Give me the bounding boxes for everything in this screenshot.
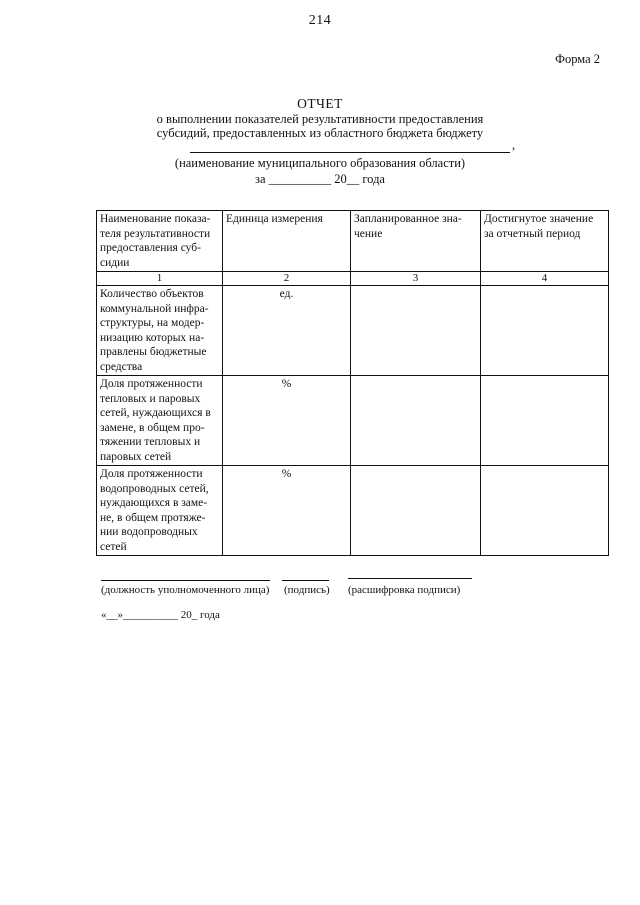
planned-value-cell xyxy=(351,376,481,466)
indicators-table xyxy=(96,210,609,556)
signature-date-line: «__»__________ 20_ года xyxy=(101,609,220,621)
blank-line-comma: , xyxy=(512,138,516,152)
column-number: 1 xyxy=(97,272,223,286)
indicator-unit: ед. xyxy=(223,286,351,376)
header-unit: Единица измерения xyxy=(223,211,351,272)
municipality-blank-line xyxy=(190,152,510,153)
header-indicator-name: Наименование показа-теля результативности предоставления суб-сидии xyxy=(97,211,223,272)
report-title: ОТЧЕТ xyxy=(297,96,343,111)
achieved-value-cell xyxy=(481,286,609,376)
indicator-unit: % xyxy=(223,376,351,466)
column-number-row xyxy=(97,272,609,286)
indicator-name: Доля протяженности тепловых и паровых сетей, нуждающихся в замене, в общем про-тяжении тепловых и паровых сетей xyxy=(97,376,223,466)
header-planned-value: Запланированное зна-чение xyxy=(351,211,481,272)
municipality-caption: (наименование муниципального образования области) xyxy=(174,156,466,170)
decoding-caption: (расшифровка подписи) xyxy=(348,584,461,596)
indicator-unit: % xyxy=(223,466,351,556)
indicator-name: Количество объектов коммунальной инфра-структуры, на модер-низацию которых на-правлены бюджетные средства xyxy=(97,286,223,376)
signature-caption: (подпись) xyxy=(284,584,330,596)
column-number: 3 xyxy=(351,272,481,286)
indicator-name: Доля протяженности водопроводных сетей, нуждающихся в заме-не, в общем протяже-нии водопроводных сетей xyxy=(97,466,223,556)
reporting-period-line: за __________ 20__ года xyxy=(255,172,385,186)
decoding-signature-line xyxy=(348,578,472,579)
signature-line xyxy=(282,580,329,581)
table-row xyxy=(97,376,609,466)
table-row xyxy=(97,466,609,556)
position-signature-line xyxy=(101,580,270,581)
achieved-value-cell xyxy=(481,466,609,556)
planned-value-cell xyxy=(351,286,481,376)
position-caption: (должность уполномоченного лица) xyxy=(101,584,270,596)
report-subtitle-line-2: субсидий, предоставленных из областного бюджета бюджету xyxy=(156,126,484,140)
column-number: 4 xyxy=(481,272,609,286)
header-achieved-value: Достигнутое значение за отчетный период xyxy=(481,211,609,272)
achieved-value-cell xyxy=(481,376,609,466)
table-row xyxy=(97,286,609,376)
report-subtitle-line-1: о выполнении показателей результативности предоставления xyxy=(156,112,484,126)
table-header-row xyxy=(97,211,609,272)
planned-value-cell xyxy=(351,466,481,556)
column-number: 2 xyxy=(223,272,351,286)
form-label: Форма 2 xyxy=(555,52,600,66)
page-number: 214 xyxy=(308,13,332,28)
